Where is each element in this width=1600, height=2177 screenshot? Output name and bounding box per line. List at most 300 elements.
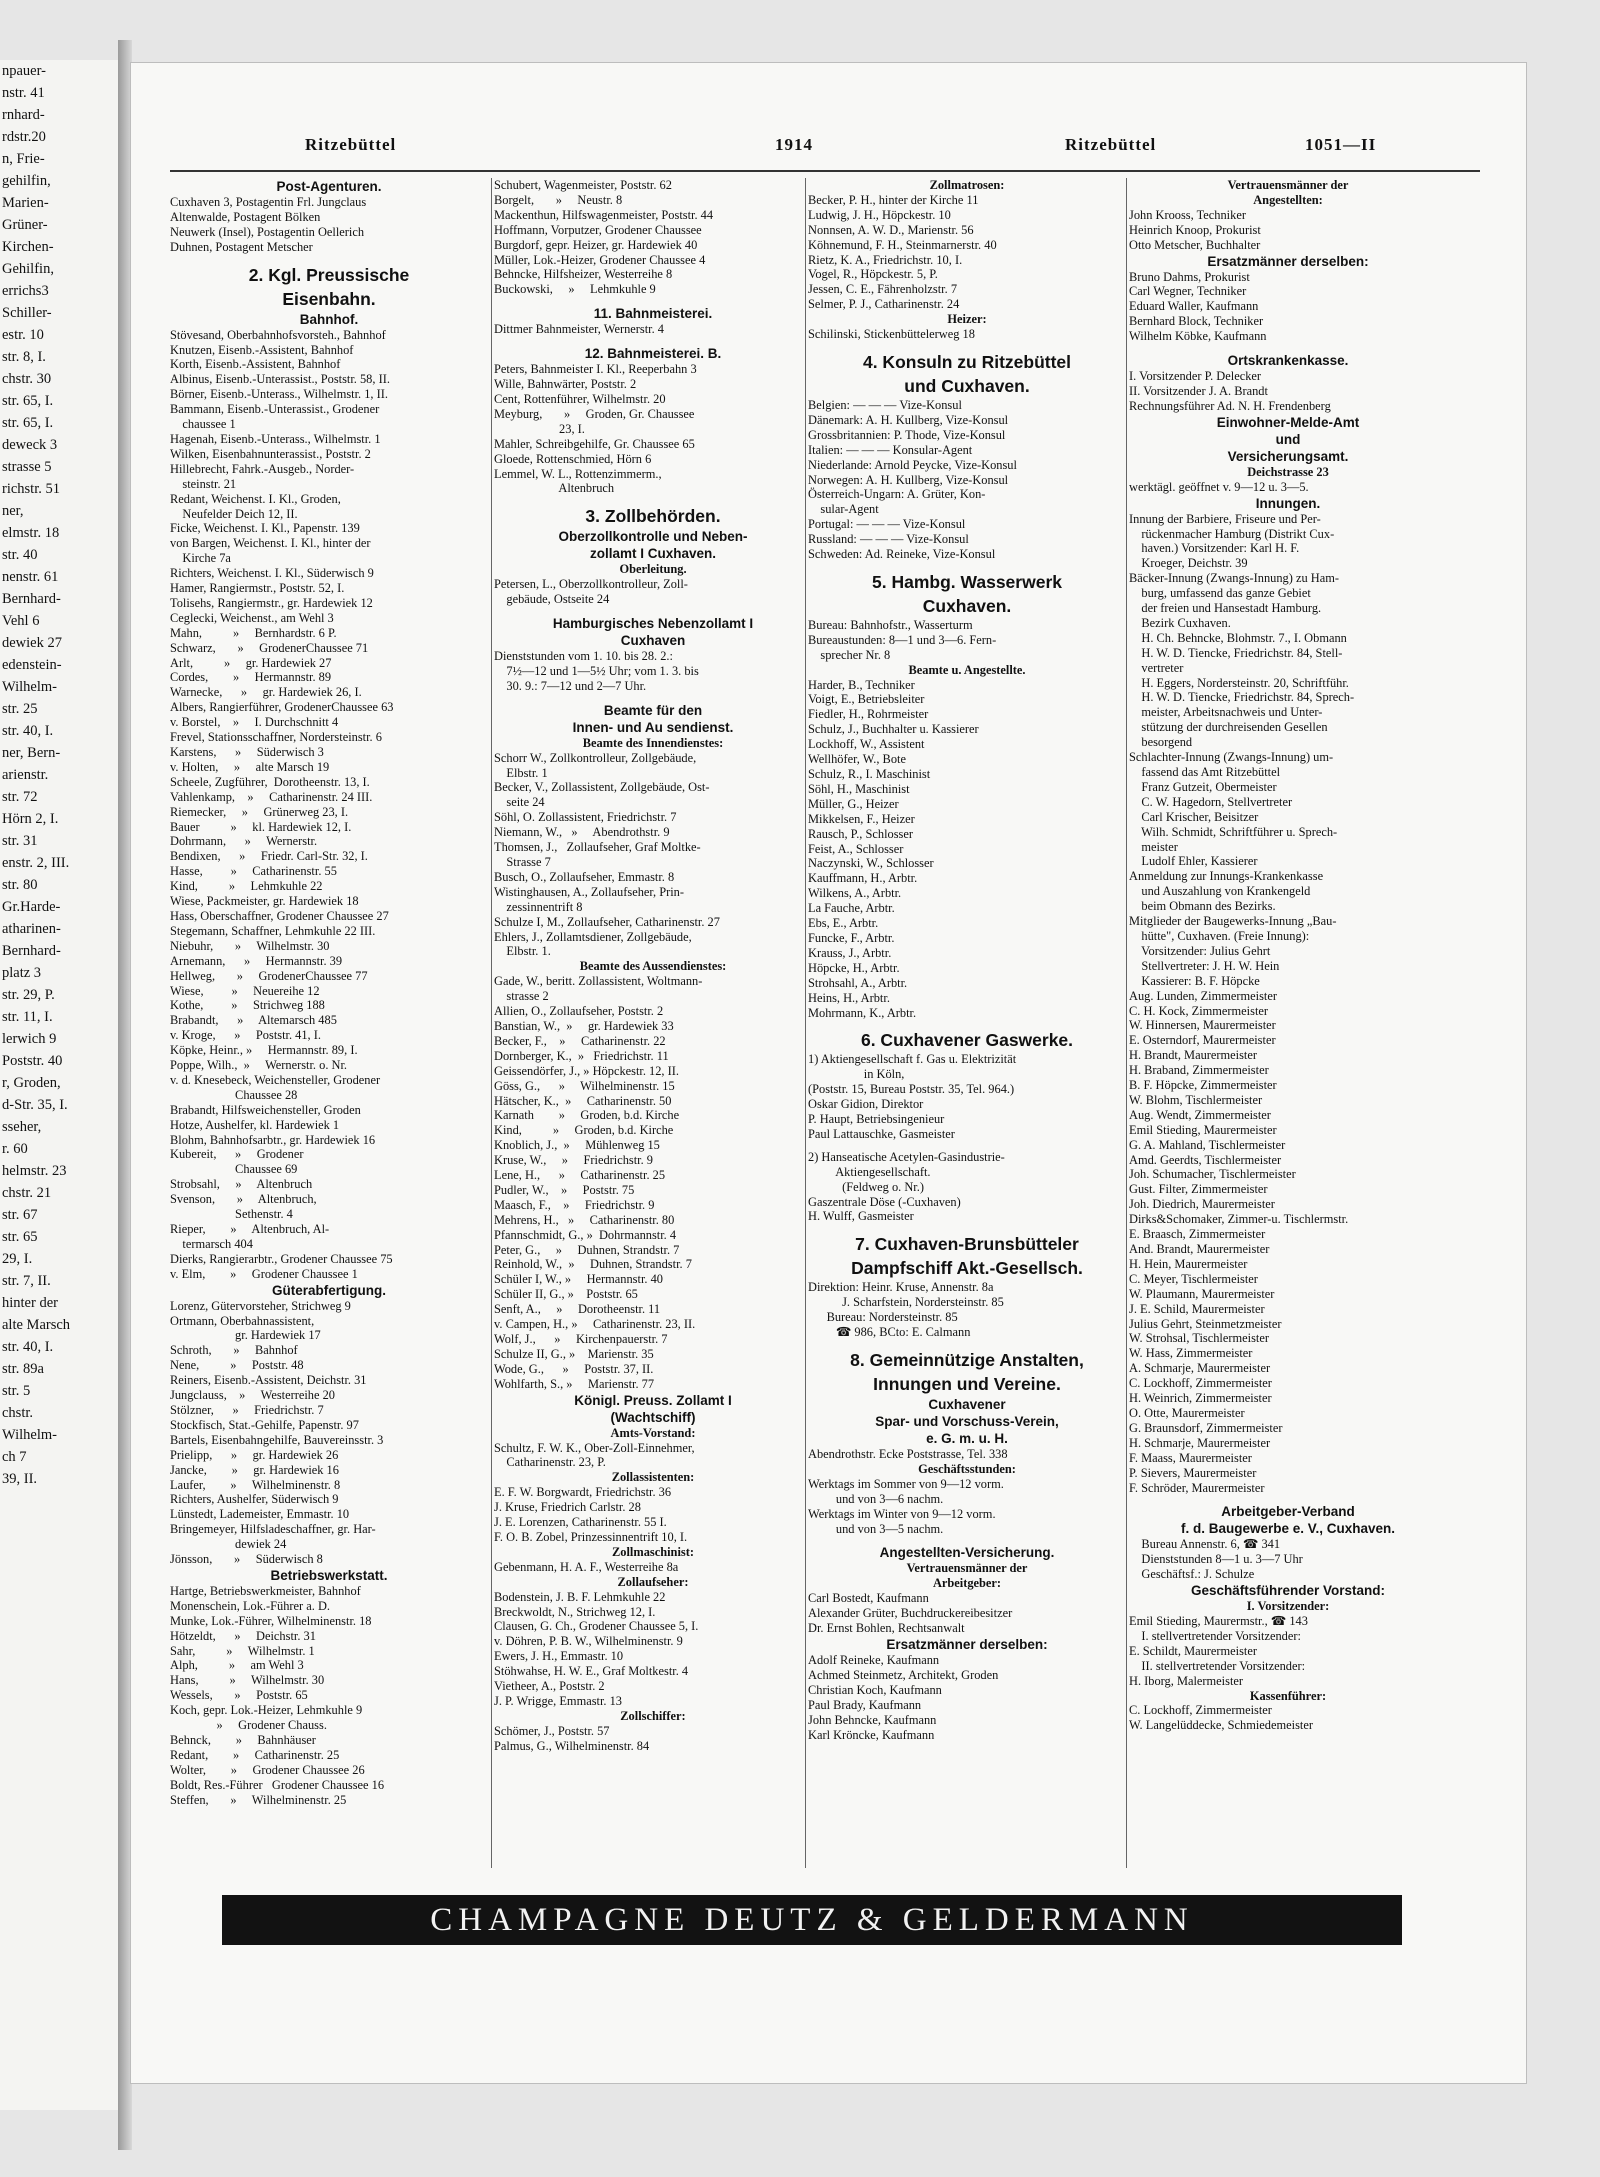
spacer xyxy=(494,297,812,305)
directory-entry: Köpke, Heinr., » Hermannstr. 89, I. xyxy=(170,1043,358,1058)
directory-entry: E. F. W. Borgwardt, Friedrichstr. 36 xyxy=(494,1485,672,1500)
directory-entry: Heinrich Knoop, Prokurist xyxy=(1129,222,1261,237)
previous-page-line: npauer- xyxy=(2,63,46,79)
directory-entry: Palmus, G., Wilhelminenstr. 84 xyxy=(494,1738,650,1753)
directory-entry: Schulz, R., I. Maschinist xyxy=(808,767,931,781)
directory-entry: Schlachter-Innung (Zwangs-Innung) um- xyxy=(1129,750,1334,765)
directory-entry: Stellvertreter: J. H. W. Hein xyxy=(1129,958,1280,973)
directory-entry: Dierks, Rangierarbtr., Grodener Chaussee 75 xyxy=(170,1251,393,1266)
directory-entry: Hillebrecht, Fahrk.-Ausgeb., Norder- xyxy=(170,461,355,476)
previous-page-line: str. 80 xyxy=(2,877,38,893)
section-heading: 4. Konsuln zu Ritzebüttel xyxy=(862,351,1072,372)
section-heading: 6. Cuxhavener Gaswerke. xyxy=(860,1030,1074,1051)
directory-entry: Ludolf Ehler, Kassierer xyxy=(1129,854,1258,869)
directory-entry: Dienststunden vom 1. 10. bis 28. 2.: xyxy=(494,649,673,664)
directory-entry: C. W. Hagedorn, Stellvertreter xyxy=(1129,794,1293,809)
previous-page-line: estr. 10 xyxy=(2,327,44,343)
directory-entry: Rietz, K. A., Friedrichstr. 10, I. xyxy=(808,252,963,267)
directory-entry: Wilhelm Köbke, Kaufmann xyxy=(1129,329,1267,344)
directory-entry: Hellweg, » GrodenerChaussee 77 xyxy=(170,968,368,983)
directory-entry: Svenson, » Altenbruch, xyxy=(170,1192,317,1207)
directory-entry: Dornberger, K., » Friedrichstr. 11 xyxy=(494,1048,669,1063)
directory-entry: Altenwalde, Postagent Bölken xyxy=(170,209,321,224)
directory-entry: Knutzen, Eisenb.-Assistent, Bahnhof xyxy=(170,342,354,357)
previous-page-line: alte Marsch xyxy=(2,1317,71,1333)
directory-entry: Burgdorf, gepr. Heizer, gr. Hardewiek 40 xyxy=(494,237,698,252)
header-right-title: Ritzebüttel xyxy=(1065,135,1157,154)
directory-entry: Rieper, » Altenbruch, Al- xyxy=(170,1222,330,1236)
section-heading: und Cuxhaven. xyxy=(904,375,1030,396)
directory-entry: Nonnsen, A. W. D., Marienstr. 56 xyxy=(808,222,974,237)
directory-entry: rückenmacher Hamburg (Distrikt Cux- xyxy=(1129,526,1335,541)
directory-entry: termarsch 404 xyxy=(170,1236,253,1251)
directory-entry: Söhl, O. Zollassistent, Friedrichstr. 7 xyxy=(494,810,677,825)
directory-entry: Richters, Weichenst. I. Kl., Süderwisch 9 xyxy=(170,566,374,581)
section-heading: Spar- und Vorschuss-Verein, xyxy=(875,1414,1059,1429)
directory-entry: Bauer » kl. Hardewiek 12, I. xyxy=(170,819,352,834)
directory-entry: Werktags im Winter von 9—12 vorm. xyxy=(808,1506,996,1521)
previous-page-line: str. 65, I. xyxy=(2,393,54,409)
directory-entry: Schömer, J., Poststr. 57 xyxy=(494,1723,610,1738)
directory-entry: W. Langelüddecke, Schmiedemeister xyxy=(1129,1718,1313,1733)
directory-entry: Wessels, » Poststr. 65 xyxy=(170,1688,308,1703)
directory-entry: Werktags im Sommer von 9—12 vorm. xyxy=(808,1476,1004,1491)
directory-entry: Carl Wegner, Techniker xyxy=(1129,284,1247,299)
section-heading: Cuxhavener xyxy=(928,1397,1006,1412)
section-heading: Vertrauensmänner der xyxy=(1227,178,1349,192)
section-heading: Zollmaschinist: xyxy=(612,1544,694,1559)
previous-page-line: str. 89a xyxy=(2,1361,44,1377)
previous-page-line: 29, I. xyxy=(2,1251,33,1267)
directory-entry: Dänemark: A. H. Kullberg, Vize-Konsul xyxy=(808,412,1009,427)
directory-entry: Kubereit, » Grodener xyxy=(170,1147,304,1162)
directory-entry: Warnecke, » gr. Hardewiek 26, I. xyxy=(170,685,362,700)
directory-entry: und von 3—5 nachm. xyxy=(808,1521,944,1536)
directory-entry: Paul Brady, Kaufmann xyxy=(808,1697,922,1712)
section-heading: Angestellten: xyxy=(1253,192,1323,207)
directory-entry: Buckowski, » Lehmkuhle 9 xyxy=(494,282,656,297)
directory-entry: Müller, G., Heizer xyxy=(808,796,899,811)
directory-entry: Prielipp, » gr. Hardewiek 26 xyxy=(170,1447,339,1462)
directory-entry: W. Hass, Zimmermeister xyxy=(1129,1346,1253,1361)
directory-entry: I. Vorsitzender P. Delecker xyxy=(1129,369,1262,384)
directory-entry: Hötzeldt, » Deichstr. 31 xyxy=(170,1628,316,1643)
section-heading: Zollaufseher: xyxy=(617,1574,689,1589)
directory-entry: Aktiengesellschaft. xyxy=(808,1164,931,1179)
directory-entry: Petersen, L., Oberzollkontrolleur, Zoll- xyxy=(494,577,688,592)
directory-entry: H. W. D. Tiencke, Friedrichstr. 84, Sprech- xyxy=(1129,690,1355,705)
directory-entry: Mehrens, H., » Catharinenstr. 80 xyxy=(494,1212,675,1227)
previous-page-line: d-Str. 35, I. xyxy=(2,1097,68,1113)
directory-entry: Karstens, » Süderwisch 3 xyxy=(170,745,324,759)
directory-entry: Gade, W., beritt. Zollassistent, Woltmann- xyxy=(494,974,703,989)
previous-page-line: Hörn 2, I. xyxy=(2,811,59,827)
directory-entry: Adolf Reineke, Kaufmann xyxy=(808,1652,940,1667)
directory-entry: Strohsahl, A., Arbtr. xyxy=(808,975,908,990)
previous-page-line: Grüner- xyxy=(2,217,48,233)
directory-entry: burg, umfassend das ganze Gebiet xyxy=(1129,586,1311,601)
directory-entry: Borgelt, » Neustr. 8 xyxy=(494,192,623,207)
directory-entry: Jancke, » gr. Hardewiek 16 xyxy=(170,1462,339,1477)
directory-entry: H. Braband, Zimmermeister xyxy=(1129,1063,1269,1078)
section-heading: 8. Gemeinnützige Anstalten, xyxy=(850,1350,1084,1370)
directory-entry: P. Sievers, Maurermeister xyxy=(1129,1465,1257,1480)
previous-page-line: Poststr. 40 xyxy=(2,1053,63,1069)
directory-entry: (Feldweg o. Nr.) xyxy=(808,1179,924,1194)
directory-entry: W. Strohsal, Tischlermeister xyxy=(1129,1331,1269,1346)
directory-entry: Dittmer Bahnmeister, Wernerstr. 4 xyxy=(494,322,664,337)
directory-entry: v. d. Knesebeck, Weichensteller, Grodener xyxy=(170,1072,381,1087)
directory-entry: vertreter xyxy=(1129,660,1184,675)
directory-entry: Hamer, Rangiermstr., Poststr. 52, I. xyxy=(170,581,345,596)
advertisement-banner: CHAMPAGNE DEUTZ & GELDERMANN xyxy=(222,1895,1402,1945)
section-heading: Betriebswerkstatt. xyxy=(270,1567,388,1583)
directory-entry: Niemann, W., » Abendrothstr. 9 xyxy=(494,825,670,840)
directory-entry: Niederlande: Arnold Peycke, Vize-Konsul xyxy=(808,457,1017,472)
directory-entry: Otto Metscher, Buchhalter xyxy=(1129,237,1261,252)
running-header xyxy=(305,135,1485,157)
directory-entry: hütte", Cuxhaven. (Freie Innung): xyxy=(1129,928,1310,943)
previous-page-line: r. 60 xyxy=(2,1141,28,1157)
directory-entry: Lemmel, W. L., Rottenzimmerm., xyxy=(494,466,662,481)
previous-page-line: lerwich 9 xyxy=(2,1031,57,1047)
directory-entry: Bezirk Cuxhaven. xyxy=(1129,615,1231,630)
spacer xyxy=(808,342,1126,350)
directory-entry: B. F. Höpcke, Zimmermeister xyxy=(1129,1078,1277,1093)
directory-entry: Neufelder Deich 12, II. xyxy=(170,506,298,521)
directory-entry: Heins, H., Arbtr. xyxy=(808,990,890,1005)
directory-entry: Tolisehs, Rangiermstr., gr. Hardewiek 12 xyxy=(170,595,373,610)
directory-entry: Niebuhr, » Wilhelmstr. 30 xyxy=(170,938,330,953)
previous-page-line: errichs3 xyxy=(2,283,49,299)
previous-page-line: Wilhelm- xyxy=(2,1427,57,1443)
directory-entry: Norwegen: A. H. Kullberg, Vize-Konsul xyxy=(808,472,1009,487)
header-left-title: Ritzebüttel xyxy=(305,135,397,154)
directory-entry: Karnath » Groden, b.d. Kirche xyxy=(494,1108,680,1123)
directory-entry: Albinus, Eisenb.-Unterassist., Poststr. 58, II. xyxy=(170,372,390,387)
directory-entry: Schulze I, M., Zollaufseher, Catharinenstr. 27 xyxy=(494,914,720,929)
directory-entry: Thomsen, J., Zollaufseher, Graf Moltke- xyxy=(494,840,701,855)
directory-entry: haven.) Vorsitzender: Karl H. F. xyxy=(1129,541,1300,556)
previous-page-line: str. 11, I. xyxy=(2,1009,53,1025)
directory-entry: Bodenstein, J. B. F. Lehmkuhle 22 xyxy=(494,1589,666,1604)
spacer xyxy=(808,1340,1126,1348)
directory-entry: und Auszahlung von Krankengeld xyxy=(1129,884,1311,899)
previous-page-line: dewiek 27 xyxy=(2,635,62,651)
header-rule xyxy=(170,170,1480,172)
directory-entry: Stövesand, Oberbahnhofsvorsteh., Bahnhof xyxy=(170,327,386,342)
directory-entry: Bäcker-Innung (Zwangs-Innung) zu Ham- xyxy=(1129,571,1339,586)
header-year: 1914 xyxy=(775,135,813,154)
section-heading: Eisenbahn. xyxy=(282,288,376,309)
previous-page-line: atharinen- xyxy=(2,921,61,937)
directory-entry: H. Weinrich, Zimmermeister xyxy=(1129,1391,1272,1406)
directory-entry: Bureau: Nordersteinstr. 85 xyxy=(808,1310,958,1325)
directory-entry: Vahlenkamp, » Catharinenstr. 24 III. xyxy=(170,789,373,804)
directory-entry: Ficke, Weichenst. I. Kl., Papenstr. 139 xyxy=(170,521,360,536)
directory-entry: Naczynski, W., Schlosser xyxy=(808,856,934,871)
directory-entry: Höpcke, H., Arbtr. xyxy=(808,960,900,975)
directory-entry: Dohrmann, » Wernerstr. xyxy=(170,834,318,849)
header-page-number: 1051—II xyxy=(1305,135,1377,154)
directory-entry: werktägl. geöffnet v. 9—12 u. 3—5. xyxy=(1129,479,1309,494)
directory-entry: J. E. Lorenzen, Catharinenstr. 55 I. xyxy=(494,1515,667,1530)
section-heading: Arbeitgeber-Verband xyxy=(1221,1504,1355,1520)
directory-entry: John Behncke, Kaufmann xyxy=(808,1712,937,1727)
directory-entry: J. E. Schild, Maurermeister xyxy=(1129,1301,1265,1316)
directory-entry: Pudler, W., » Poststr. 75 xyxy=(494,1182,635,1197)
directory-entry: P. Haupt, Betriebsingenieur xyxy=(808,1112,945,1127)
directory-entry: Ehlers, J., Zollamtsdiener, Zollgebäude, xyxy=(494,929,692,944)
previous-page-line: str. 5 xyxy=(2,1383,31,1399)
directory-entry: Wilkens, A., Arbtr. xyxy=(808,886,902,901)
directory-entry: Lockhoff, W., Assistent xyxy=(808,737,925,752)
directory-entry: v. Borstel, » I. Durchschnitt 4 xyxy=(170,715,339,730)
section-heading: Hamburgisches Nebenzollamt I xyxy=(552,616,754,632)
directory-entry: gr. Hardewiek 17 xyxy=(170,1328,321,1343)
directory-entry: meister, Arbeitsnachweis und Unter- xyxy=(1129,705,1323,720)
directory-entry: Wolter, » Grodener Chaussee 26 xyxy=(170,1762,365,1777)
directory-entry: 23, I. xyxy=(494,421,585,436)
directory-entry: Wistinghausen, A., Zollaufseher, Prin- xyxy=(494,884,684,899)
directory-entry: I. stellvertretender Vorsitzender: xyxy=(1129,1628,1301,1643)
directory-entry: Nene, » Poststr. 48 xyxy=(170,1358,304,1373)
section-heading: 7. Cuxhaven-Brunsbütteler xyxy=(855,1234,1079,1255)
section-heading: Ersatzmänner derselben: xyxy=(1207,253,1369,269)
directory-entry: Russland: — — — Vize-Konsul xyxy=(808,532,969,547)
previous-page-line: str. 67 xyxy=(2,1207,38,1223)
directory-entry: Boldt, Res.-Führer Grodener Chaussee 16 xyxy=(170,1777,385,1792)
section-heading: 3. Zollbehörden. xyxy=(585,506,721,527)
directory-entry: Müller, Lok.-Heizer, Grodener Chaussee 4 xyxy=(494,252,706,267)
directory-entry: Arnemann, » Hermannstr. 39 xyxy=(170,953,343,968)
directory-entry: Kassierer: B. F. Höpcke xyxy=(1129,973,1260,988)
directory-entry: J. P. Wrigge, Emmastr. 13 xyxy=(494,1693,622,1708)
directory-entry: H. Hein, Maurermeister xyxy=(1129,1256,1248,1271)
section-heading: Beamte u. Angestellte. xyxy=(908,662,1026,677)
previous-page-line: str. 40, I. xyxy=(2,723,54,739)
directory-entry: Cent, Rottenführer, Wilhelmstr. 20 xyxy=(494,391,666,406)
spacer xyxy=(1129,1495,1447,1503)
directory-entry: Hartge, Betriebswerkmeister, Bahnhof xyxy=(170,1583,361,1598)
previous-page-line: rnhard- xyxy=(2,107,45,123)
spacer xyxy=(808,1224,1126,1232)
directory-entry: Duhnen, Postagent Metscher xyxy=(170,239,313,254)
directory-entry: meister xyxy=(1129,839,1178,854)
directory-entry: Laufer, » Wilhelminenstr. 8 xyxy=(170,1477,341,1492)
directory-entry: H. Wulff, Gasmeister xyxy=(808,1209,914,1224)
directory-entry: Behnck, » Bahnhäuser xyxy=(170,1733,316,1747)
directory-entry: Joh. Schumacher, Tischlermeister xyxy=(1129,1167,1296,1182)
section-heading: Innen- und Au sendienst. xyxy=(572,719,734,735)
directory-entry: Munke, Lok.-Führer, Wilhelminenstr. 18 xyxy=(170,1613,372,1628)
previous-page-line: Vehl 6 xyxy=(2,613,40,629)
directory-entry: Voigt, E., Betriebsleiter xyxy=(808,692,925,707)
directory-entry: F. Schröder, Maurermeister xyxy=(1129,1480,1265,1495)
directory-entry: (Poststr. 15, Bureau Poststr. 35, Tel. 964.) xyxy=(808,1082,1015,1097)
directory-entry: Ludwig, J. H., Höpckestr. 10 xyxy=(808,207,951,222)
directory-entry: W. Blohm, Tischlermeister xyxy=(1129,1092,1263,1107)
directory-entry: Schweden: Ad. Reineke, Vize-Konsul xyxy=(808,547,996,562)
previous-page-line: rdstr.20 xyxy=(2,129,46,145)
directory-entry: Albers, Rangierführer, GrodenerChaussee 63 xyxy=(170,700,394,715)
directory-entry: Lünstedt, Lademeister, Emmastr. 10 xyxy=(170,1507,350,1522)
directory-entry: Allien, O., Zollaufseher, Poststr. 2 xyxy=(494,1004,664,1019)
previous-page-line: enstr. 2, III. xyxy=(2,855,70,871)
directory-entry: Hätscher, K., » Catharinenstr. 50 xyxy=(494,1093,672,1108)
directory-entry: sprecher Nr. 8 xyxy=(808,647,891,662)
directory-entry: J. Scharfstein, Nordersteinstr. 85 xyxy=(808,1295,1004,1310)
directory-entry: Wolf, J., » Kirchenpauerstr. 7 xyxy=(494,1332,668,1346)
spacer xyxy=(494,694,812,702)
spacer xyxy=(808,1536,1126,1544)
directory-entry: Schubert, Wagenmeister, Poststr. 62 xyxy=(494,178,672,192)
directory-entry: Jessen, C. E., Fährenholzstr. 7 xyxy=(808,282,958,297)
directory-entry: » Grodener Chauss. xyxy=(170,1718,327,1733)
section-heading: Amts-Vorstand: xyxy=(610,1425,696,1440)
section-heading: Versicherungsamt. xyxy=(1227,448,1349,464)
directory-entry: v. Holten, » alte Marsch 19 xyxy=(170,759,330,774)
section-heading: Innungen und Vereine. xyxy=(873,1374,1061,1394)
section-heading: Geschäftsführender Vorstand: xyxy=(1190,1583,1386,1599)
directory-entry: Wiese, » Neuereihe 12 xyxy=(170,983,320,998)
directory-entry: Blohm, Bahnhofsarbtr., gr. Hardewiek 16 xyxy=(170,1132,376,1147)
directory-entry: Christian Koch, Kaufmann xyxy=(808,1682,942,1697)
directory-entry: Jungclauss, » Westerreihe 20 xyxy=(170,1388,335,1403)
previous-page-line: 39, II. xyxy=(2,1471,38,1487)
directory-entry: Steffen, » Wilhelminenstr. 25 xyxy=(170,1792,347,1807)
directory-entry: Anmeldung zur Innungs-Krankenkasse xyxy=(1129,869,1324,884)
directory-entry: Wohlfarth, S., » Marienstr. 77 xyxy=(494,1376,655,1391)
previous-page-line: richstr. 51 xyxy=(2,481,60,497)
directory-entry: Schüler I, W., » Hermannstr. 40 xyxy=(494,1272,663,1287)
directory-entry: chaussee 1 xyxy=(170,417,236,432)
directory-entry: Schulze II, G., » Marienstr. 35 xyxy=(494,1346,654,1361)
directory-entry: Breckwoldt, N., Strichweg 12, I. xyxy=(494,1604,656,1619)
previous-page-line: chstr. xyxy=(2,1405,34,1421)
directory-entry: Rausch, P., Schlosser xyxy=(808,826,913,841)
directory-entry: Schorr W., Zollkontrolleur, Zollgebäude, xyxy=(494,750,697,765)
previous-page-line: nstr. 41 xyxy=(2,85,45,101)
directory-entry: Italien: — — — Konsular-Agent xyxy=(808,442,973,457)
directory-entry: Koch, gepr. Lok.-Heizer, Lehmkuhle 9 xyxy=(170,1703,363,1718)
directory-entry: sular-Agent xyxy=(808,502,879,517)
directory-entry: E. Schildt, Maurermeister xyxy=(1129,1643,1258,1658)
directory-entry: fassend das Amt Ritzebüttel xyxy=(1129,765,1281,779)
directory-entry: Bureau Annenstr. 6, ☎ 341 xyxy=(1129,1537,1281,1552)
previous-page-line: Bernhard- xyxy=(2,591,61,607)
directory-entry: steinstr. 21 xyxy=(170,476,237,491)
directory-entry: Wille, Bahnwärter, Poststr. 2 xyxy=(494,377,637,392)
directory-entry: Maasch, F., » Friedrichstr. 9 xyxy=(494,1197,655,1212)
directory-entry: E. Osterndorf, Maurermeister xyxy=(1129,1033,1276,1048)
directory-entry: Emil Stieding, Maurermeister xyxy=(1129,1122,1277,1137)
directory-entry: Kothe, » Strichweg 188 xyxy=(170,998,325,1013)
previous-page-line: arienstr. xyxy=(2,767,49,783)
section-heading: Angestellten-Versicherung. xyxy=(879,1545,1055,1561)
previous-page-line: hinter der xyxy=(2,1295,58,1311)
directory-entry: Frevel, Stationsschaffner, Nordersteinstr. 6 xyxy=(170,730,382,745)
directory-entry: v. Campen, H., » Catharinenstr. 23, II. xyxy=(494,1317,696,1332)
directory-entry: Bringemeyer, Hilfsladeschaffner, gr. Har- xyxy=(170,1522,376,1537)
directory-entry: Banstian, W., » gr. Hardewiek 33 xyxy=(494,1018,674,1033)
previous-page-line: str. 7, II. xyxy=(2,1273,51,1289)
section-heading: Geschäftsstunden: xyxy=(918,1461,1016,1476)
directory-entry: Cordes, » Hermannstr. 89 xyxy=(170,670,332,685)
directory-entry: Vietheer, A., Poststr. 2 xyxy=(494,1679,605,1694)
directory-entry: Aug. Lunden, Zimmermeister xyxy=(1129,988,1277,1003)
directory-entry: H. Eggers, Nordersteinstr. 20, Schriftführ. xyxy=(1129,675,1349,690)
section-heading: Oberleitung. xyxy=(619,562,687,577)
spacer xyxy=(494,337,812,345)
directory-entry: And. Brandt, Maurermeister xyxy=(1129,1242,1270,1256)
spacer xyxy=(808,562,1126,570)
directory-entry: Pfannschmidt, G., » Dohrmannstr. 4 xyxy=(494,1227,677,1242)
directory-entry: Sethenstr. 4 xyxy=(170,1207,293,1222)
section-heading: Cuxhaven. xyxy=(922,595,1012,616)
directory-entry: Kind, » Lehmkuhle 22 xyxy=(170,879,323,894)
directory-entry: C. H. Kock, Zimmermeister xyxy=(1129,1003,1269,1018)
directory-entry: Lorenz, Gütervorsteher, Strichweg 9 xyxy=(170,1298,351,1313)
directory-entry: Österreich-Ungarn: A. Grüter, Kon- xyxy=(808,487,986,502)
directory-entry: Bernhard Block, Techniker xyxy=(1129,314,1264,329)
directory-entry: Dirks&Schomaker, Zimmer-u. Tischlermstr. xyxy=(1129,1212,1349,1227)
directory-entry: Abendrothstr. Ecke Poststrasse, Tel. 338 xyxy=(808,1447,1008,1461)
previous-page-line: edenstein- xyxy=(2,657,62,673)
directory-entry: Chaussee 28 xyxy=(170,1087,298,1102)
previous-page-line: gehilfin, xyxy=(2,173,51,189)
previous-page-line: Bernhard- xyxy=(2,943,61,959)
directory-entry: Gloede, Rottenschmied, Hörn 6 xyxy=(494,451,652,466)
previous-page-line: str. 40, I. xyxy=(2,1339,54,1355)
directory-entry: Amd. Geerdts, Tischlermeister xyxy=(1129,1152,1282,1167)
directory-entry: Bartels, Eisenbahngehilfe, Bauvereinsstr. 3 xyxy=(170,1432,384,1447)
directory-entry: Hoffmann, Vorputzer, Grodener Chaussee xyxy=(494,222,702,237)
directory-entry: Vorsitzender: Julius Gehrt xyxy=(1129,943,1271,958)
directory-entry: Schroth, » Bahnhof xyxy=(170,1343,298,1358)
directory-entry: Peter, G., » Duhnen, Strandstr. 7 xyxy=(494,1242,680,1257)
directory-entry: Mohrmann, K., Arbtr. xyxy=(808,1005,917,1020)
directory-entry: stützung der durchreisenden Gesellen xyxy=(1129,720,1328,735)
directory-entry: Mikkelsen, F., Heizer xyxy=(808,811,915,826)
directory-entry: F. O. B. Zobel, Prinzessinnentrift 10, I. xyxy=(494,1529,688,1544)
directory-entry: Funcke, F., Arbtr. xyxy=(808,930,895,945)
section-heading: Dampfschiff Akt.-Gesellsch. xyxy=(851,1258,1083,1279)
previous-page-line: Wilhelm- xyxy=(2,679,57,695)
column-1 xyxy=(170,178,488,1808)
directory-entry: Strobsahl, » Altenbruch xyxy=(170,1177,313,1192)
directory-entry: II. Vorsitzender J. A. Brandt xyxy=(1129,383,1268,398)
directory-entry: Redant, Weichenst. I. Kl., Groden, xyxy=(170,491,341,506)
directory-entry: Monenschein, Lok.-Führer a. D. xyxy=(170,1598,331,1613)
directory-entry: dewiek 24 xyxy=(170,1537,287,1552)
directory-entry: Wode, G., » Poststr. 37, II. xyxy=(494,1361,654,1376)
directory-entry: Sahr, » Wilhelmstr. 1 xyxy=(170,1643,315,1658)
directory-entry: Elbstr. 1 xyxy=(494,765,548,780)
directory-entry: W. Plaumann, Maurermeister xyxy=(1129,1286,1275,1301)
directory-entry: Wilken, Eisenbahnunterassist., Poststr. 2 xyxy=(170,446,371,461)
section-heading: Bahnhof. xyxy=(299,311,359,327)
directory-entry: Gebenmann, H. A. F., Westerreihe 8a xyxy=(494,1559,679,1574)
directory-entry: Stegemann, Schaffner, Lehmkuhle 22 III. xyxy=(170,923,376,938)
directory-entry: Knoblich, J., » Mühlenweg 15 xyxy=(494,1138,660,1153)
directory-entry: H. Brandt, Maurermeister xyxy=(1129,1048,1257,1063)
directory-entry: Geissendörfer, J., » Höpckestr. 12, II. xyxy=(494,1063,679,1078)
directory-entry: Grossbritannien: P. Thode, Vize-Konsul xyxy=(808,427,1006,442)
section-heading: Zollschiffer: xyxy=(620,1708,686,1723)
directory-entry: Richters, Aushelfer, Süderwisch 9 xyxy=(170,1492,339,1507)
directory-entry: Altenbruch xyxy=(494,481,615,496)
